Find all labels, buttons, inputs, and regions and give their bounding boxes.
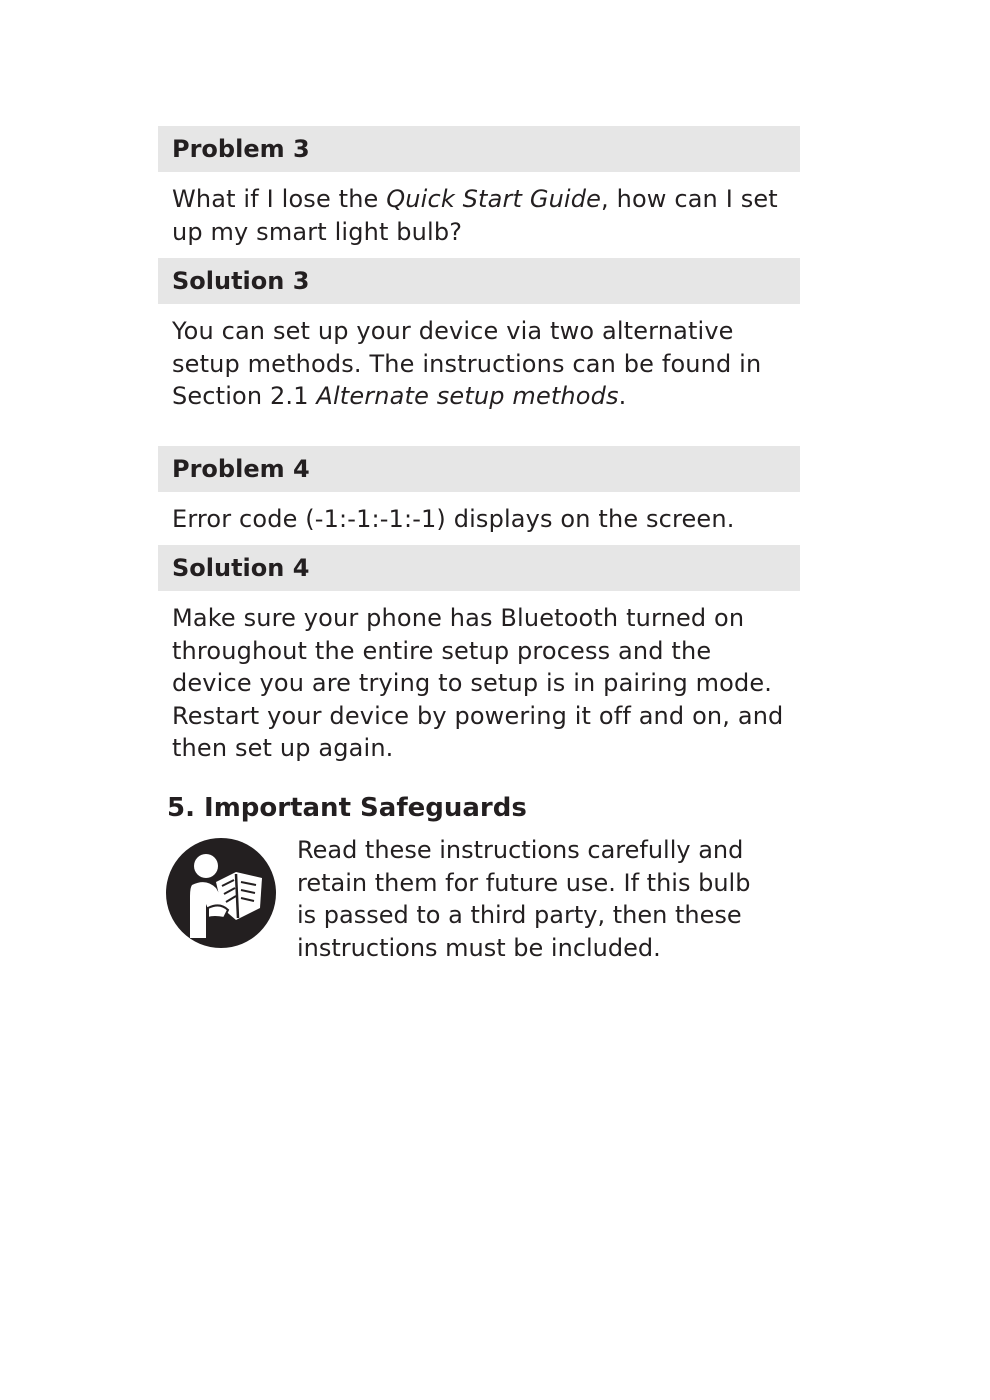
solution-4-line-4: Restart your device by powering it off and on, and: [172, 701, 784, 730]
quick-start-guide-title: Quick Start Guide: [386, 185, 602, 213]
solution-4-title: Solution 4: [172, 554, 310, 582]
solution-3-header: [158, 258, 800, 304]
solution-4-line-1: Make sure your phone has Bluetooth turned on: [172, 604, 745, 632]
problem-4-title: Problem 4: [172, 455, 310, 483]
solution-4-line-5: then set up again.: [172, 734, 394, 763]
safeguards-line-2: retain them for future use. If this bulb: [297, 868, 751, 897]
solution-3-text: [172, 315, 797, 413]
problem-3-title: Problem 3: [172, 135, 310, 163]
problem-3-line-1: [172, 183, 797, 216]
solution-4-line-3: device you are trying to setup is in pairing mode.: [172, 669, 773, 698]
solution-3-title: Solution 3: [172, 267, 310, 295]
problem-3-line-1-a: What if I lose the: [172, 185, 387, 213]
solution-4-text: [172, 602, 797, 765]
safeguards-line-4: instructions must be included.: [297, 933, 661, 962]
problem-3-line-2: up my smart light bulb?: [172, 217, 463, 246]
solution-4-header: [158, 545, 800, 591]
solution-3-line-3-a: Section 2.1: [172, 382, 317, 411]
problem-4-header: [158, 446, 800, 492]
problem-4-line-1: Error code (-1:-1:-1:-1) displays on the screen.: [172, 505, 735, 533]
solution-3-line-2: setup methods. The instructions can be found in: [172, 349, 762, 378]
problem-3-header: [158, 126, 800, 172]
solution-4-line-2: throughout the entire setup process and the: [172, 636, 712, 665]
safeguards-line-3: is passed to a third party, then these: [297, 901, 742, 930]
section-reference: Alternate setup methods: [316, 382, 619, 411]
solution-3-line-3: [172, 380, 797, 413]
safeguards-text: [297, 834, 797, 964]
problem-3-text: [172, 183, 797, 248]
problem-3-line-1-b: , how can I set: [601, 185, 778, 213]
problem-4-text: [172, 503, 797, 536]
read-instructions-icon: [166, 838, 276, 948]
solution-3-line-3-b: .: [618, 382, 627, 411]
safeguards-heading: 5. Important Safeguards: [167, 793, 527, 823]
safeguards-line-1: Read these instructions carefully and: [297, 836, 744, 864]
solution-3-line-1: You can set up your device via two alternative: [172, 317, 734, 345]
